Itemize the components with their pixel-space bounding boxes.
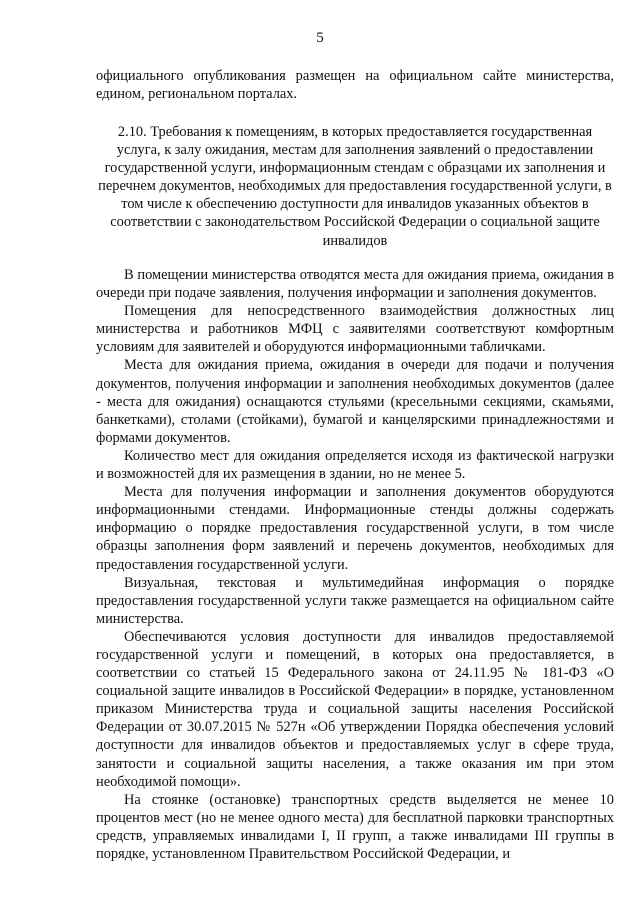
intro-paragraph: официального опубликования размещен на официальном сайте министерства, едином, региональном порталах. — [96, 68, 614, 103]
paragraph-accessibility: Обеспечиваются условия доступности для инвалидов предоставляемой государственной услуги и помещений, в которых она предоставляется, в соответствии со статьей 15 Федерального закона от 24.11.95 № 181-ФЗ «О социальной защите инвалидов в Российской Федерации» в порядке, установленном приказом Министерства труда и социальной защиты населения Российской Федерации от 30.07.2015 № 527н «Об утверждении Порядка обеспечения условий доступности для инвалидов объектов и предоставляемых услуг в сфере труда, занятости и социальной защиты населения, а также оказания им при этом необходимой помощи». — [96, 628, 614, 790]
paragraph-information-stands: Места для получения информации и заполнения документов оборудуются информационными стендами. Информационные стенды должны содержать информацию о порядке предоставления государственной услуги, в том числе образцы заполнения форм заявлений и перечень документов, необходимых для предоставления государственной услуги. — [96, 484, 614, 573]
paragraph-parking: На стоянке (остановке) транспортных средств выделяется не менее 10 процентов мест (но не менее одного места) для бесплатной парковки транспортных средств, управляемых инвалидами I, II групп, а также инвалидами III группы в порядке, установленном Правительством Российской Федерации, и — [96, 791, 614, 862]
paragraph-waiting-places: В помещении министерства отводятся места для ожидания приема, ожидания в очереди при подаче заявления, получения информации и заполнения документов. — [96, 267, 614, 302]
paragraph-waiting-count: Количество мест для ожидания определяется исходя из фактической нагрузки и возможностей для их размещения в здании, но не менее 5. — [96, 447, 614, 483]
section-heading: 2.10. Требования к помещениям, в которых предоставляется государственная услуга, к залу ожидания, местам для заполнения заявлений о предоставлении государственной услуги, информационным стендам с образцами их заполнения и перечнем документов, необходимых для предоставления государственной услуги, в том числе к обеспечению доступности для инвалидов указанных объектов в соответствии с законодательством Российской Федерации о социальной защите инвалидов — [98, 124, 612, 249]
page-number: 5 — [316, 30, 324, 46]
body-text — [96, 266, 614, 863]
paragraph-waiting-equipment: Места для ожидания приема, ожидания в очереди для подачи и получения документов, получения информации и заполнения необходимых документов (далее - места для ожидания) оснащаются стульями (кресельными секциями, скамьями, банкетками), столами (стойками), бумагой и канцелярскими принадлежностями и формами документов. — [96, 357, 614, 446]
paragraph-interaction-rooms: Помещения для непосредственного взаимодействия должностных лиц министерства и работников МФЦ с заявителями соответствуют комфортным условиям для заявителей и оборудуются информационными табличками. — [96, 303, 614, 356]
paragraph-visual-information: Визуальная, текстовая и мультимедийная информация о порядке предоставления государственной услуги также размещается на официальном сайте министерства. — [96, 574, 614, 627]
